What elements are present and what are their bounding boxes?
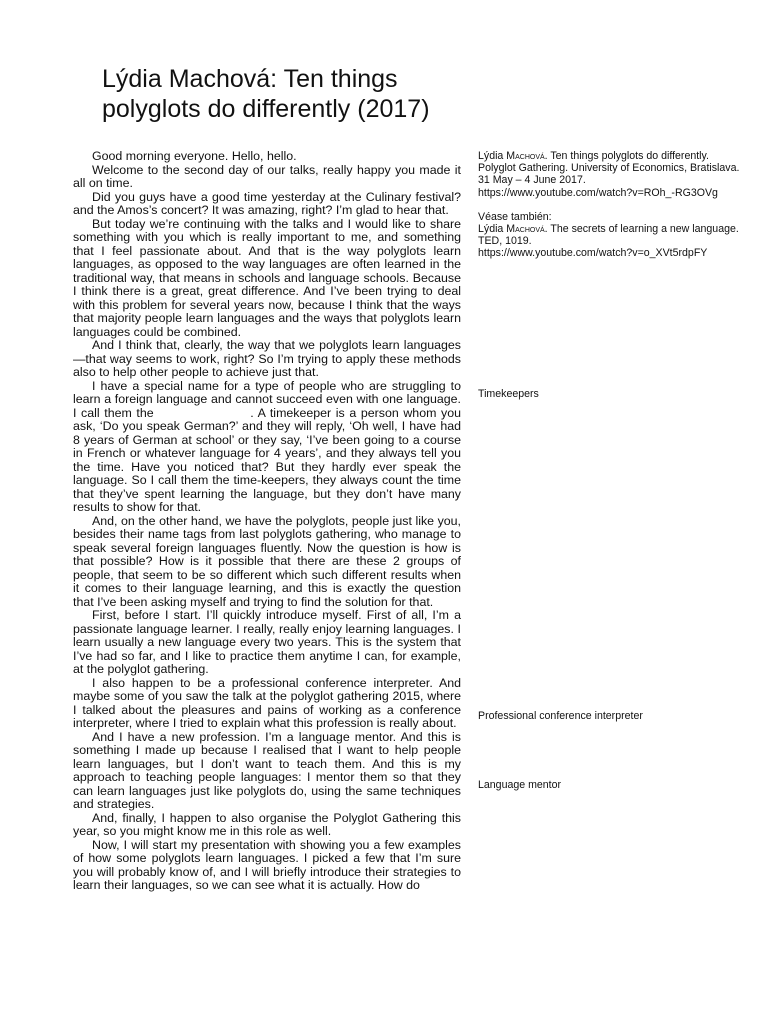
page-title: Lýdia Machová: Ten things polyglots do differently (2017) bbox=[102, 65, 430, 123]
main-text-column bbox=[73, 150, 461, 893]
paragraph: Welcome to the second day of our talks, really happy you made it all on time. bbox=[73, 162, 461, 190]
see-also-citation bbox=[478, 223, 740, 260]
paragraph-text-before-blank: I have a special name for a type of people who are struggling to learn a foreign language and cannot succeed even with one language. I call them the bbox=[73, 378, 461, 420]
paragraph: And I have a new profession. I’m a language mentor. And this is something I made up because I realised that I want to help people learn languages, but I don’t want to teach them. And this is my approach to teaching people languages: I mentor them so that they can learn languages just like polyglots do, using the same techniques and strategies. bbox=[73, 729, 461, 811]
sidenote-timekeepers: Timekeepers bbox=[478, 388, 539, 400]
paragraph: Did you guys have a good time yesterday at the Culinary festival? and the Amos’s concert? It was amazing, right? I’m glad to hear that. bbox=[73, 189, 461, 217]
citation-text: . Ten things polyglots do differently. Polyglot Gathering. University of Economics, Bratislava. 31 May – 4 June 2017. bbox=[478, 150, 740, 187]
sidenote-interpreter: Professional conference interpreter bbox=[478, 710, 643, 722]
paragraph: First, before I start. I’ll quickly introduce myself. First of all, I’m a passionate language learner. I really, really enjoy learning languages. I learn usually a new language every two years. This is the system that I’ve had so far, and I like to practice them anytime I can, for example, at the polyglot gathering. bbox=[73, 608, 461, 676]
citation-text: . The secrets of learning a new language. TED, 1019. bbox=[478, 223, 739, 248]
sidenote-references bbox=[478, 150, 740, 260]
paragraph: And I think that, clearly, the way that we polyglots learn languages—that way seems to work, right? So I’m trying to apply these methods also to help other people to achieve just that. bbox=[73, 338, 461, 379]
paragraph-text-after-blank: . A timekeeper is a person whom you ask, ‘Do you speak German?’ and they will reply, ‘Oh well, I have had 8 years of German at school’ or they say, ‘I’ve been going to a course in French or whatever language for 4 years’, and they always tell you the time. Have you noticed that? But they hardly ever speak the language. So I call them the time-keepers, they always count the time that they’ve spent learning the language, but they don’t have many results to show for that. bbox=[73, 405, 462, 514]
see-also-url-link[interactable]: https://www.youtube.com/watch?v=o_XVt5rdpFY bbox=[478, 247, 708, 260]
see-also-label: Véase también: bbox=[478, 210, 552, 223]
citation-author-last: Machová bbox=[506, 150, 545, 162]
citation-author-first: Lýdia bbox=[478, 223, 504, 236]
paragraph: And, finally, I happen to also organise the Polyglot Gathering this year, so you might know me in this role as well. bbox=[73, 810, 461, 838]
paragraph: Good morning everyone. Hello, hello. bbox=[92, 149, 297, 163]
source-citation bbox=[478, 150, 740, 199]
paragraph-timekeepers bbox=[73, 380, 461, 515]
sidenote-mentor: Language mentor bbox=[478, 779, 562, 791]
citation-author-last: Machová bbox=[506, 223, 545, 236]
paragraph: Now, I will start my presentation with showing you a few examples of how some polyglots learn languages. I picked a few that I’m sure you will probably know of, and I will briefly introduce their strategies to learn their languages, so we can see what it is actually. How do bbox=[73, 837, 461, 892]
paragraph: And, on the other hand, we have the polyglots, people just like you, besides their name tags from last polyglots gathering, who manage to speak several foreign languages fluently. Now the question is how is that possible? How is it possible that there are these 2 groups of people, that seem to be so different which such different results when it comes to their language learning, and this is exactly the question that I’ve been asking myself and trying to find the solution for that. bbox=[73, 513, 461, 609]
source-url-link[interactable]: https://www.youtube.com/watch?v=ROh_-RG3OVg bbox=[478, 186, 718, 199]
paragraph: I also happen to be a professional conference interpreter. And maybe some of you saw the talk at the polyglot gathering 2015, where I talked about the pleasures and pains of working as a conference interpreter, where I tried to explain what this profession is really about. bbox=[73, 675, 461, 730]
citation-author-first: Lýdia bbox=[478, 150, 504, 162]
paragraph: But today we’re continuing with the talks and I would like to share something with you which is really important to me, and something that I feel passionate about. And that is the way polyglots learn languages, as opposed to the way languages are often learned in the traditional way, that means in schools and language schools. Because I think there is a great, great difference. And I’ve been trying to deal with this problem for several years now, because I think that the ways that majority people learn languages and the ways that polyglots learn languages could be combined. bbox=[73, 216, 461, 339]
